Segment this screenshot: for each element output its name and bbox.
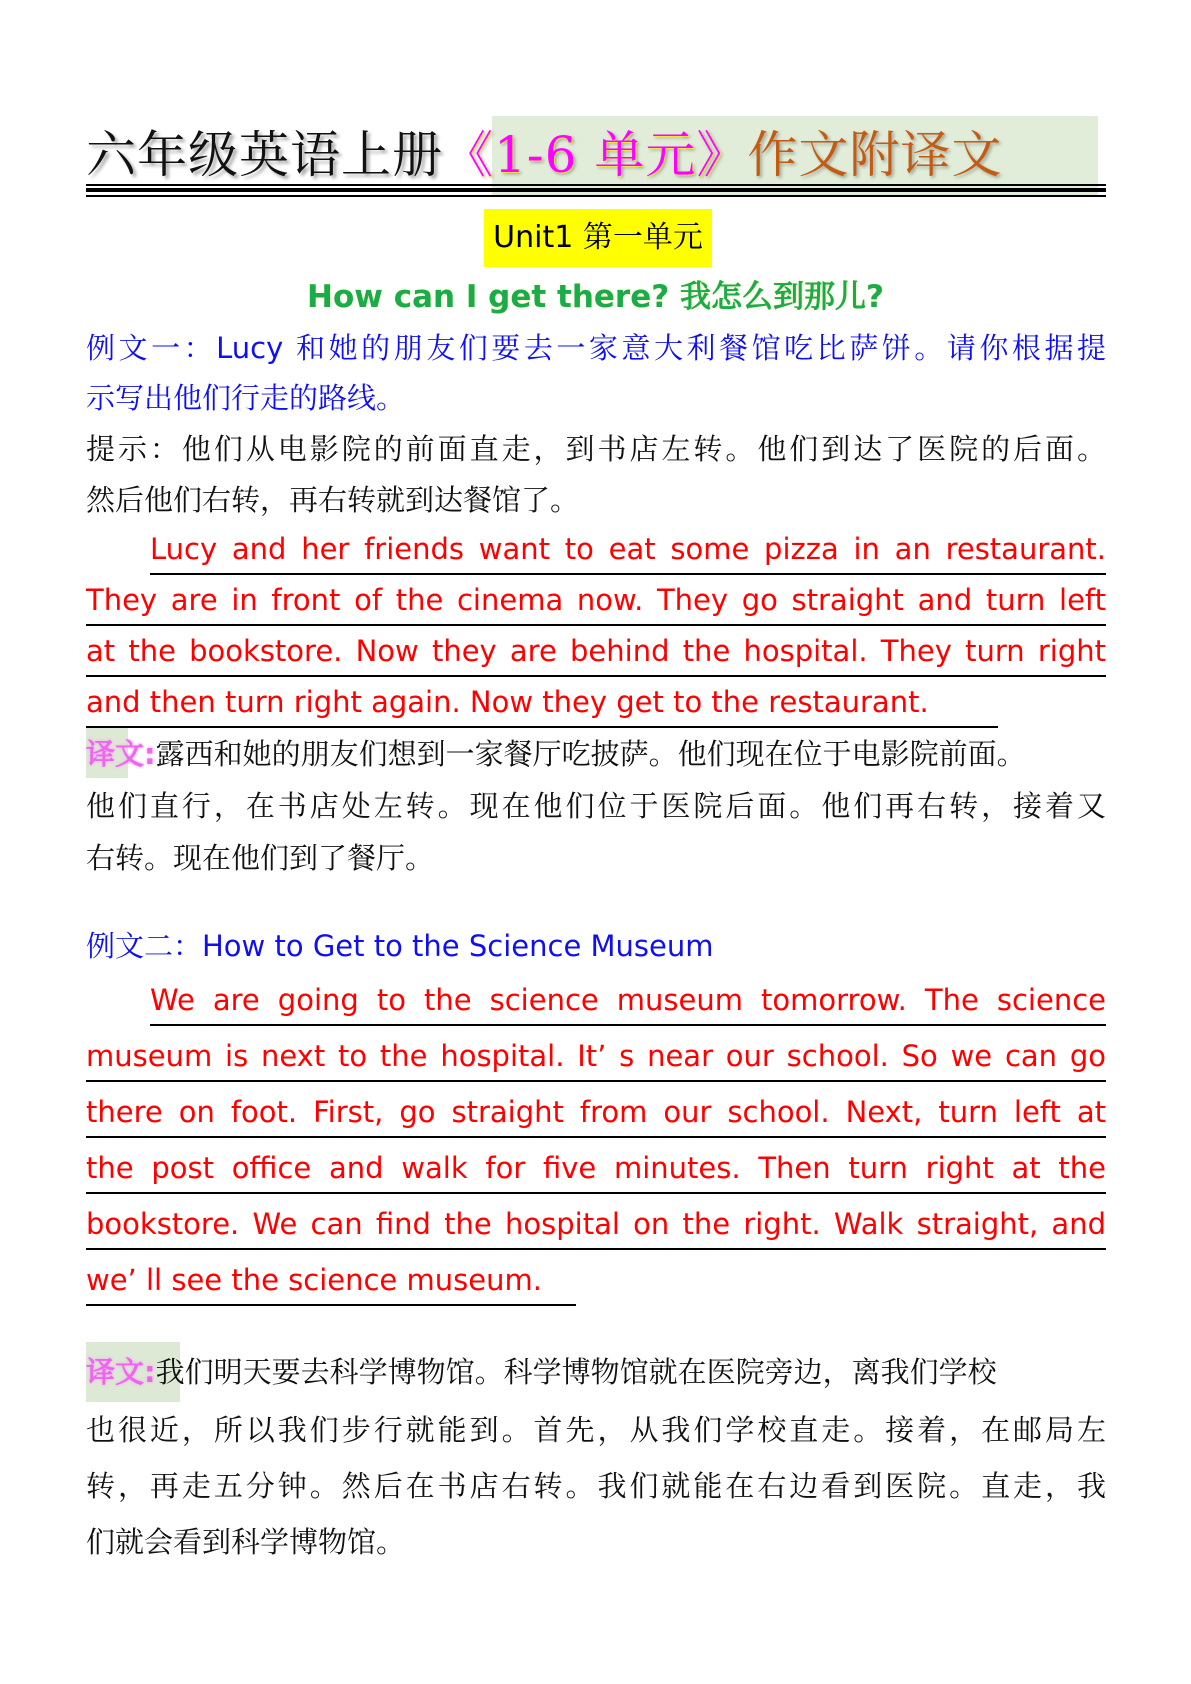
example1-prompt-line: 示写出他们行走的路线。 xyxy=(86,381,406,415)
unit-subtitle: How can I get there? 我怎么到那儿? xyxy=(307,279,884,315)
title-part-grade: 六年级英语上册 xyxy=(86,126,443,184)
example2-essay-line: we’ ll see the science museum. xyxy=(86,1256,576,1306)
example2-essay-line: the post office and walk for five minutes. Then turn right at the xyxy=(86,1144,1106,1194)
example1-hint-line: 提示：他们从电影院的前面直走，到书店左转。他们到达了医院的后面。 xyxy=(86,432,1106,466)
example2-translation-line: 也很近，所以我们步行就能到。首先，从我们学校直走。接着，在邮局左 xyxy=(86,1413,1106,1447)
example2-translation-line-0 xyxy=(86,1346,1106,1398)
example2-essay-line: We are going to the science museum tomorrow. The science xyxy=(150,976,1106,1026)
example1-translation-line-0 xyxy=(86,728,1106,780)
example1-hint-line: 然后他们右转，再右转就到达餐馆了。 xyxy=(86,483,580,517)
example2-prompt: 例文二：How to Get to the Science Museum xyxy=(86,929,714,963)
unit-heading: Unit1 第一单元 xyxy=(484,209,712,267)
example2-essay-line: there on foot. First, go straight from our school. Next, turn left at xyxy=(86,1088,1106,1138)
translation1-text: 露西和她的朋友们想到一家餐厅吃披萨。他们现在位于电影院前面。 xyxy=(155,737,1026,771)
example1-essay-line: and then turn right again. Now they get to the restaurant. xyxy=(86,678,998,728)
title-rule-top xyxy=(86,184,1106,186)
example1-translation-line: 右转。现在他们到了餐厅。 xyxy=(86,841,435,875)
example1-prompt-line: 例文一：Lucy 和她的朋友们要去一家意大利餐馆吃比萨饼。请你根据提 xyxy=(86,331,1106,365)
title-part-essays: 作文附译文 xyxy=(747,126,1003,184)
example1-essay-line: Lucy and her friends want to eat some pizza in an restaurant. xyxy=(150,525,1106,575)
example1-essay-line: at the bookstore. Now they are behind the hospital. They turn right xyxy=(86,627,1106,677)
example2-translation-line: 转，再走五分钟。然后在书店右转。我们就能在右边看到医院。直走，我 xyxy=(86,1469,1106,1503)
title-part-units: 《1-6 单元》 xyxy=(443,126,748,184)
example1-translation-line: 他们直行，在书店处左转。现在他们位于医院后面。他们再右转，接着又 xyxy=(86,789,1106,823)
translation2-label: 译文: xyxy=(86,1355,156,1389)
example1-essay-line: They are in front of the cinema now. They go straight and turn left xyxy=(86,576,1106,626)
example2-essay-line: museum is next to the hospital. It’ s near our school. So we can go xyxy=(86,1032,1106,1082)
translation2-text: 我们明天要去科学博物馆。科学博物馆就在医院旁边，离我们学校 xyxy=(155,1355,997,1389)
title-text xyxy=(86,118,1002,192)
translation1-label: 译文: xyxy=(86,737,156,771)
title-rule-middle xyxy=(86,188,1106,192)
example2-essay-line: bookstore. We can find the hospital on the right. Walk straight, and xyxy=(86,1200,1106,1250)
example2-translation-line: 们就会看到科学博物馆。 xyxy=(86,1525,406,1559)
page-title xyxy=(86,112,1106,192)
title-rule-bottom xyxy=(86,195,1106,197)
